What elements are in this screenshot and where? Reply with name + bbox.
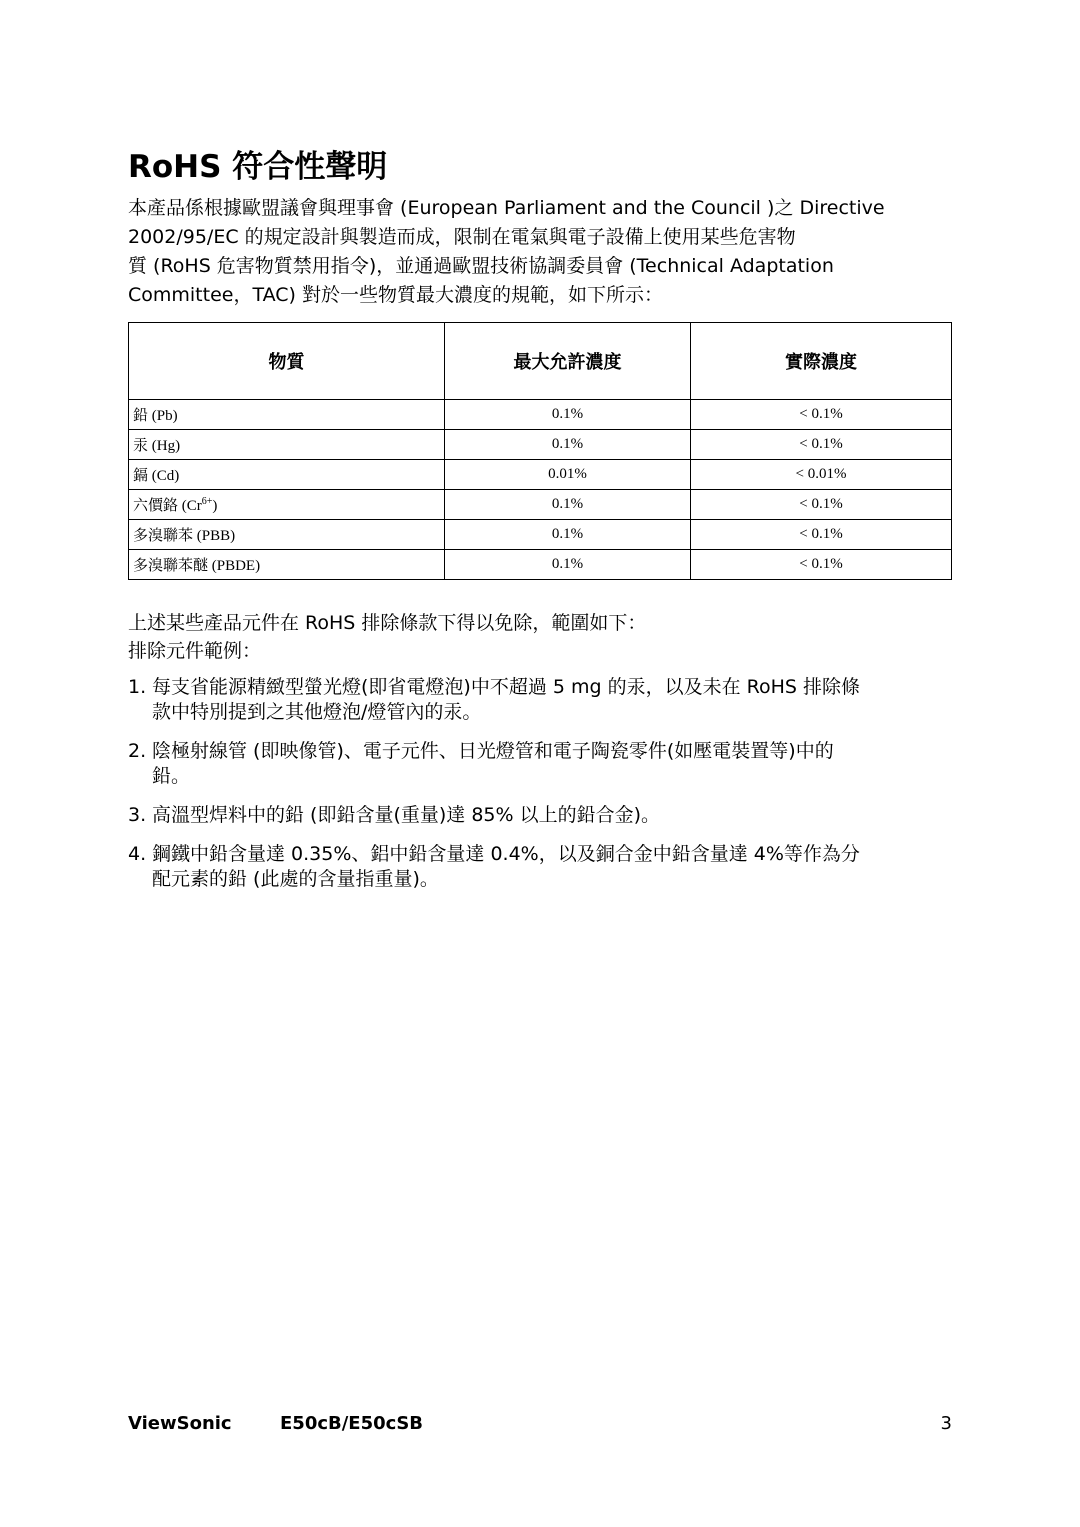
max-cell: 0.1% [445, 490, 691, 520]
list-item-line: 陰極射線管 (即映像管)、電子元件、日光燈管和電子陶瓷零件(如壓電裝置等)中的 [152, 740, 834, 762]
table-row [129, 550, 952, 580]
substance-name: 六價鉻 (Cr [133, 498, 202, 514]
page-title: RoHS 符合性聲明 [128, 148, 388, 185]
table-row [129, 430, 952, 460]
max-cell: 0.1% [445, 520, 691, 550]
exemption-list [128, 675, 952, 906]
intro-line: 2002/95/EC 的規定設計與製造而成，限制在電氣與電子設備上使用某些危害物 [128, 226, 796, 248]
page-footer [128, 1412, 952, 1436]
table-row [129, 460, 952, 490]
substance-table [128, 322, 952, 580]
list-number: 1. [128, 676, 147, 698]
list-item-line: 款中特別提到之其他燈泡/燈管內的汞。 [152, 701, 482, 723]
intro-line: 質 (RoHS 危害物質禁用指令)，並通過歐盟技術協調委員會 (Technical Adaptation [128, 255, 834, 277]
list-item-line: 鉛。 [152, 765, 191, 787]
actual-cell: < 0.01% [691, 460, 952, 490]
actual-cell: < 0.1% [691, 520, 952, 550]
list-number: 2. [128, 740, 147, 762]
intro-line: 本產品係根據歐盟議會與理事會 (European Parliament and the Council )之 Directive [128, 197, 885, 219]
header-actual-concentration: 實際濃度 [691, 323, 952, 400]
substance-cell: 汞 (Hg) [129, 430, 445, 460]
max-cell: 0.1% [445, 400, 691, 430]
table-header-row [129, 323, 952, 400]
actual-cell: < 0.1% [691, 550, 952, 580]
list-item [128, 739, 952, 789]
substance-superscript: 6+ [201, 496, 213, 507]
table-row [129, 400, 952, 430]
intro-line: Committee，TAC) 對於一些物質最大濃度的規範，如下所示： [128, 284, 663, 306]
exemption-intro [128, 609, 646, 665]
list-number: 3. [128, 804, 147, 826]
list-number: 4. [128, 843, 147, 865]
intro-paragraph [128, 194, 952, 310]
substance-cell: 多溴聯苯 (PBB) [129, 520, 445, 550]
table-row [129, 520, 952, 550]
footer-brand: ViewSonic [128, 1413, 232, 1434]
exemption-examples-heading: 排除元件範例： [128, 640, 262, 662]
actual-cell: < 0.1% [691, 430, 952, 460]
list-item-line: 配元素的鉛 (此處的含量指重量)。 [152, 868, 439, 890]
page-number: 3 [940, 1413, 952, 1434]
exemption-intro-line: 上述某些產品元件在 RoHS 排除條款下得以免除，範圍如下： [128, 612, 647, 634]
list-item-line: 高溫型焊料中的鉛 (即鉛含量(重量)達 85% 以上的鉛合金)。 [152, 804, 661, 826]
table-row [129, 490, 952, 520]
max-cell: 0.01% [445, 460, 691, 490]
substance-name-tail: ) [212, 498, 218, 514]
actual-cell: < 0.1% [691, 490, 952, 520]
list-item [128, 675, 952, 725]
substance-cell [129, 490, 445, 520]
max-cell: 0.1% [445, 430, 691, 460]
list-item-line: 鋼鐵中鉛含量達 0.35%、鋁中鉛含量達 0.4%，以及銅合金中鉛含量達 4%等作為分 [152, 843, 860, 865]
max-cell: 0.1% [445, 550, 691, 580]
substance-cell: 鎘 (Cd) [129, 460, 445, 490]
list-item-line: 每支省能源精緻型螢光燈(即省電燈泡)中不超過 5 mg 的汞，以及未在 RoHS 排除條 [152, 676, 861, 698]
header-max-concentration: 最大允許濃度 [445, 323, 691, 400]
actual-cell: < 0.1% [691, 400, 952, 430]
list-item [128, 803, 952, 828]
substance-cell: 鉛 (Pb) [129, 400, 445, 430]
substance-cell: 多溴聯苯醚 (PBDE) [129, 550, 445, 580]
header-substance: 物質 [129, 323, 445, 400]
footer-model: E50cB/E50cSB [280, 1413, 424, 1434]
list-item [128, 842, 952, 892]
